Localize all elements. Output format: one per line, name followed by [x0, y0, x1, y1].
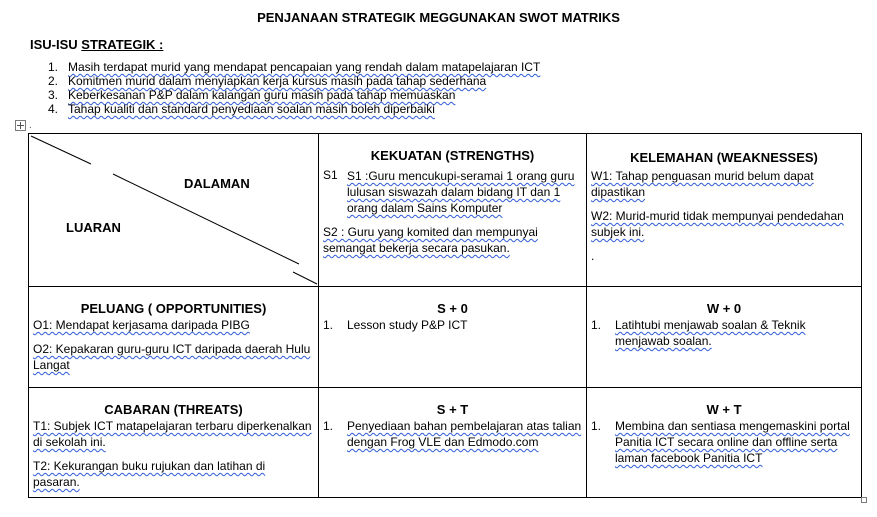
list-item	[591, 418, 857, 466]
list-item-text: Latihtubi menjawab soalan & Teknik menjawab soalan.	[615, 318, 806, 348]
weakness-w2-text: W2: Murid-murid tidak mempunyai pendedahan subjek ini.	[591, 209, 844, 239]
wo-strategy-cell	[587, 287, 861, 388]
strength-s2-text: S2 : Guru yang komited dan mempunyai semangat bekerja secara pasukan.	[323, 225, 538, 255]
list-item-text: Keberkesanan P&P dalam kalangan guru masih pada tahap memuaskan	[68, 88, 456, 102]
list-item-text: Penyediaan bahan pembelajaran atas talian dengan Frog VLE dan Edmodo.com	[347, 419, 582, 449]
document-title: PENJANAAN STRATEGIK MEGGUNAKAN SWOT MATRIKS	[257, 10, 620, 25]
list-item	[48, 102, 540, 116]
weaknesses-cell	[587, 134, 861, 287]
st-strategy-cell	[319, 388, 587, 497]
list-item	[591, 317, 857, 349]
list-item-number: 1.	[323, 419, 334, 433]
list-item	[48, 88, 540, 102]
threats-cell	[29, 388, 319, 497]
list-item-number: 1.	[591, 419, 602, 433]
list-item-number: 1.	[48, 60, 59, 74]
list-item-text: Tahap kualiti dan standard penyediaan soalan masih boleh diperbaiki	[68, 102, 435, 116]
threat-t2-text: T2: Kekurangan buku rujukan dan latihan di pasaran.	[33, 459, 266, 489]
strengths-title: KEKUATAN (STRENGTHS)	[370, 148, 535, 163]
issues-heading-prefix: ISU-ISU	[30, 37, 82, 52]
issues-heading	[30, 37, 163, 52]
list-item	[48, 74, 540, 88]
list-item-text: Lesson study P&P ICT	[347, 318, 468, 332]
opportunities-title: PELUANG ( OPPORTUNITIES)	[80, 301, 267, 316]
strengths-cell	[319, 134, 587, 287]
wt-strategy-cell	[587, 388, 861, 497]
list-item	[323, 418, 582, 450]
weaknesses-title: KELEMAHAN (WEAKNESSES)	[630, 150, 818, 165]
table-resize-handle-icon[interactable]	[861, 497, 867, 503]
strength-s1	[323, 168, 582, 216]
threats-title: CABARAN (THREATS)	[104, 402, 243, 417]
diagonal-split-line	[29, 134, 319, 287]
list-item-number: 4.	[48, 102, 59, 116]
list-item-text: Masih terdapat murid yang mendapat pencapaian yang rendah dalam matapelajaran ICT	[68, 60, 541, 74]
opportunity-o2-text: O2: Kepakaran guru-guru ICT daripada daerah Hulu Langat	[33, 342, 311, 372]
list-item-number: 3.	[48, 88, 59, 102]
so-title: S + 0	[437, 301, 468, 316]
list-item	[48, 60, 540, 74]
list-item-number: 1.	[323, 318, 334, 332]
dalaman-label: DALAMAN	[184, 176, 250, 191]
strength-s1-text: S1 :Guru mencukupi-seramai 1 orang guru lulusan siswazah dalam bidang IT dan 1 orang dalam Sains Komputer	[347, 169, 575, 215]
list-item-number: 2.	[48, 74, 59, 88]
wo-title: W + 0	[706, 301, 742, 316]
opportunity-o1-text: O1: Mendapat kerjasama daripada PIBG	[33, 318, 250, 332]
wt-title: W + T	[706, 402, 742, 417]
so-strategy-cell	[319, 287, 587, 388]
strength-s1-code: S1	[323, 168, 338, 182]
weakness-trailing-mark: .	[591, 249, 595, 263]
issues-heading-underlined: STRATEGIK :	[81, 37, 164, 52]
swot-matrix-table	[28, 133, 862, 498]
paragraph-mark: .	[29, 120, 32, 131]
st-title: S + T	[436, 402, 469, 417]
opportunities-cell	[29, 287, 319, 388]
list-item-number: 1.	[591, 318, 602, 332]
luaran-label: LUARAN	[66, 220, 121, 235]
list-item-text: Membina dan sentiasa mengemaskini portal Panitia ICT secara online dan offline serta laman facebook Panitia ICT	[615, 419, 850, 465]
list-item	[323, 317, 582, 333]
table-move-handle-icon[interactable]	[15, 120, 26, 131]
corner-cell	[29, 134, 319, 287]
list-item-text: Komitmen murid dalam menyiapkan kerja kursus masih pada tahap sederhana	[68, 74, 487, 88]
threat-t1-text: T1: Subjek ICT matapelajaran terbaru diperkenalkan di sekolah ini.	[33, 419, 312, 449]
weakness-w1-text: W1: Tahap penguasan murid belum dapat dipastikan	[591, 169, 814, 199]
issues-list	[48, 60, 540, 116]
